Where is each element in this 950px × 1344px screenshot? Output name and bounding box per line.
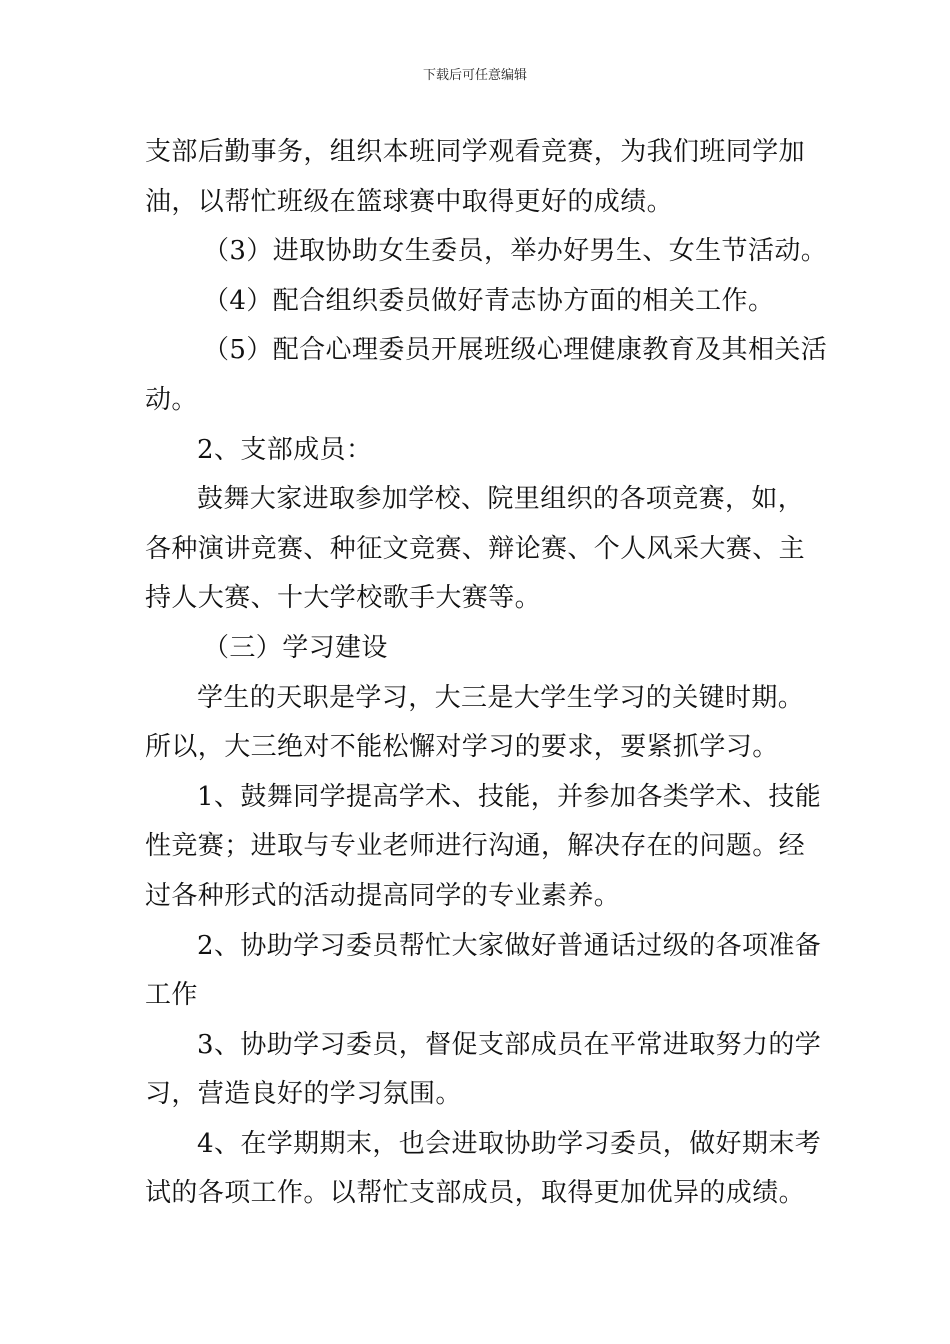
- text-line: 动。: [145, 384, 198, 415]
- text-line: 油，以帮忙班级在篮球赛中取得更好的成绩。: [145, 186, 674, 217]
- text-line: 工作: [145, 980, 198, 1011]
- paragraph-item-3: [145, 227, 828, 277]
- page-header: 下载后可任意编辑: [422, 68, 527, 83]
- text-line: （三）学习建设: [203, 632, 388, 663]
- document-body: [145, 128, 828, 1219]
- text-line: 习，营造良好的学习氛围。: [145, 1079, 462, 1110]
- paragraph-item-4: [145, 277, 810, 327]
- paragraph-item-5: [145, 326, 828, 425]
- paragraph-study-item-3: [145, 1021, 822, 1120]
- text-line: 3、协助学习委员，督促支部成员在平常进取努力的学: [197, 1029, 822, 1060]
- text-line: 试的各项工作。以帮忙支部成员，取得更加优异的成绩。: [145, 1178, 806, 1209]
- section-heading-study: [145, 624, 810, 674]
- text-line: （3）进取协助女生委员，举办好男生、女生节活动。: [203, 236, 828, 267]
- text-line: （4）配合组织委员做好青志协方面的相关工作。: [203, 285, 775, 316]
- text-line: 4、在学期期末，也会进取协助学习委员，做好期末考: [197, 1128, 822, 1159]
- text-line: 鼓舞大家进取参加学校、院里组织的各项竞赛，如，: [197, 484, 805, 515]
- text-line: 2、支部成员：: [197, 434, 373, 465]
- text-line: 性竞赛；进取与专业老师进行沟通，解决存在的问题。经: [145, 831, 806, 862]
- text-line: （5）配合心理委员开展班级心理健康教育及其相关活: [203, 335, 828, 366]
- text-line: 1、鼓舞同学提高学术、技能，并参加各类学术、技能: [197, 781, 822, 812]
- text-line: 支部后勤事务，组织本班同学观看竞赛，为我们班同学加: [145, 137, 806, 167]
- paragraph-logistics: [145, 128, 810, 227]
- text-line: 持人大赛、十大学校歌手大赛等。: [145, 583, 542, 614]
- paragraph-competitions: [145, 475, 810, 624]
- paragraph-study-intro: [145, 674, 810, 773]
- text-line: 学生的天职是学习，大三是大学生学习的关键时期。: [197, 682, 805, 713]
- text-line: 所以，大三绝对不能松懈对学习的要求，要紧抓学习。: [145, 732, 779, 763]
- subheading-branch-members: [145, 426, 810, 476]
- paragraph-study-item-1: [145, 773, 822, 922]
- paragraph-study-item-4: [145, 1120, 822, 1219]
- paragraph-study-item-2: [145, 922, 822, 1021]
- text-line: 过各种形式的活动提高同学的专业素养。: [145, 880, 621, 911]
- text-line: 2、协助学习委员帮忙大家做好普通话过级的各项准备: [197, 930, 822, 961]
- text-line: 各种演讲竞赛、种征文竞赛、辩论赛、个人风采大赛、主: [145, 533, 806, 564]
